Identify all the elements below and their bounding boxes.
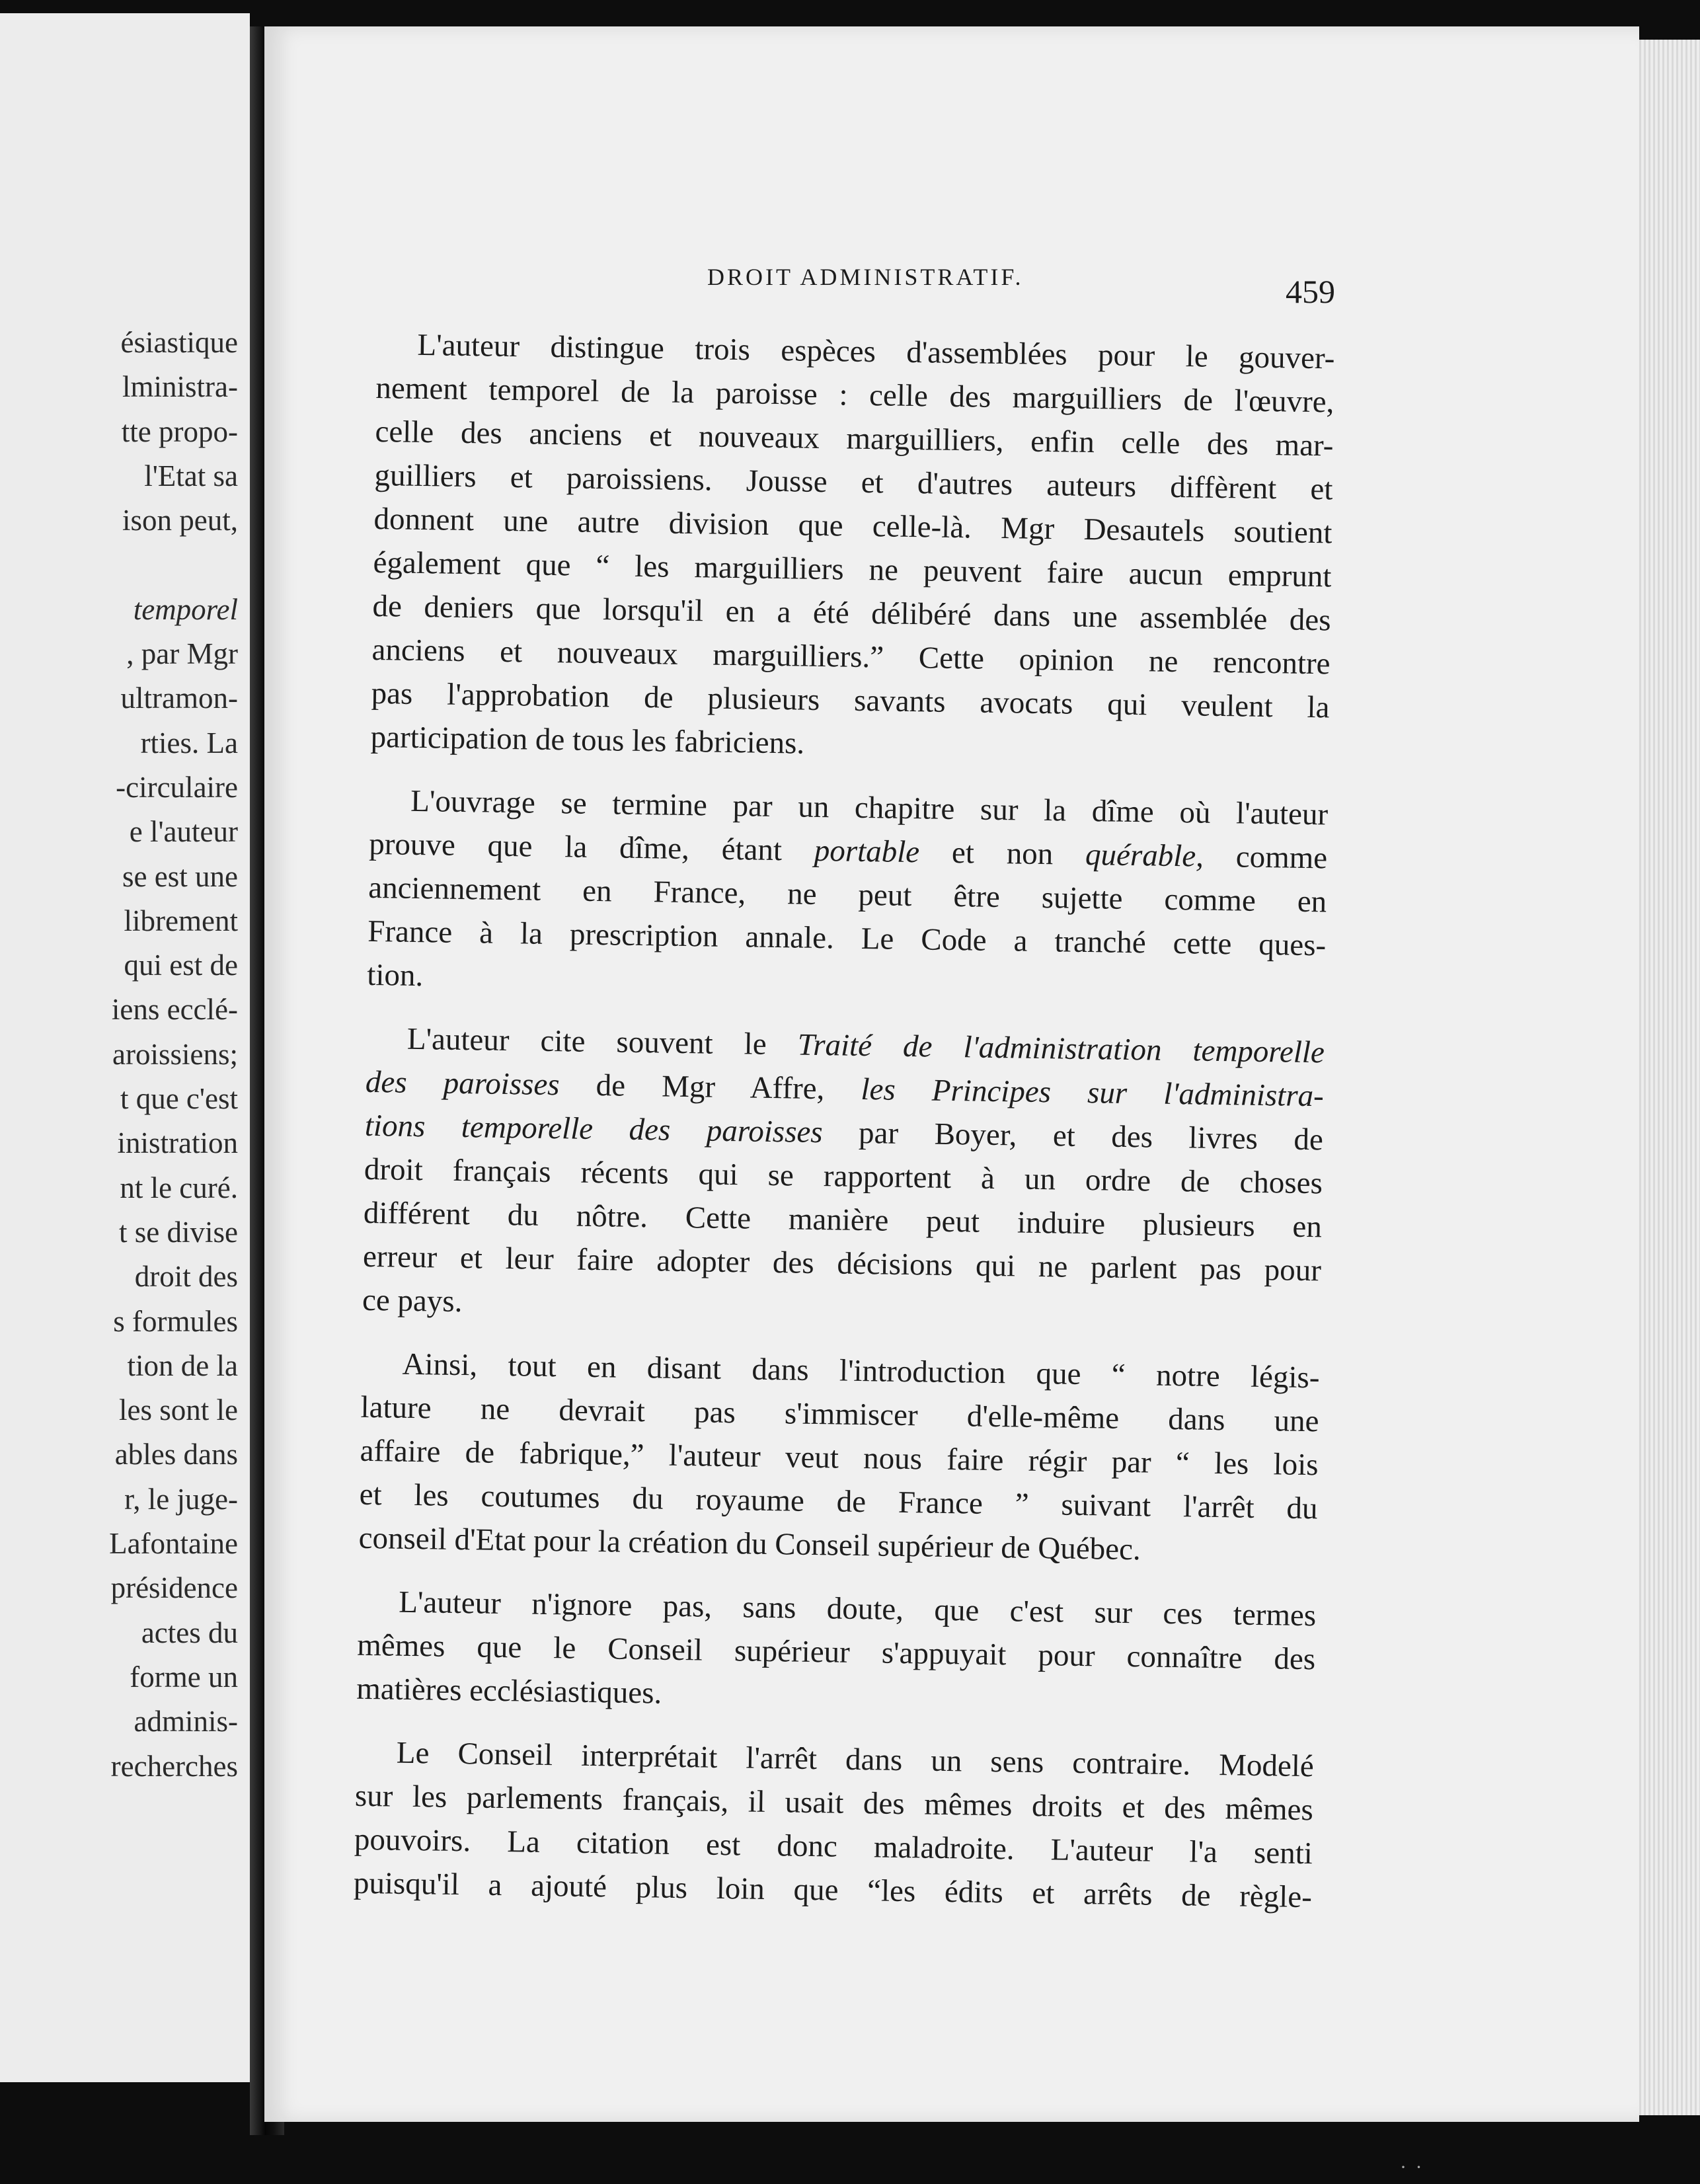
italic-title: des paroisses [365,1064,560,1103]
left-line: s formules [113,1304,238,1338]
left-line: r, le juge- [124,1482,238,1516]
left-line: nt le curé. [120,1171,238,1204]
text-line: lature ne devrait pas s'immiscer d'elle-même dans une [360,1389,1319,1439]
text-run: prouve que la dîme, étant [368,826,815,868]
left-line: droit des [134,1260,238,1294]
text-line: matières ecclésiastiques. [356,1671,662,1711]
text-line: tion. [366,957,424,994]
left-line: -circulaire [116,770,238,804]
left-line: t se divise [119,1215,238,1249]
left-line: ison peut, [122,504,238,537]
text-line: Le Conseil interprétait l'arrêt dans un sens contraire. Modelé [396,1735,1315,1784]
paragraph-1 [370,323,1335,773]
text-run: de Mgr Affre, [559,1068,861,1107]
text-line: affaire de fabrique,” l'auteur veut nous faire régir par “ les lois [360,1433,1319,1483]
left-line: librement [124,904,238,937]
text-line: et les coutumes du royaume de France ” suivant l'arrêt du [359,1477,1318,1526]
left-line: t que c'est [120,1082,238,1116]
left-line: forme un [130,1660,238,1694]
text-line: anciens et nouveaux marguilliers.” Cette opinion ne rencontre [371,632,1331,682]
running-head: DROIT ADMINISTRATIF. [707,264,1024,290]
paragraph-2 [367,779,1329,1011]
text-line: erreur et leur faire adopter des décisions qui ne parlent pas pour [362,1239,1322,1288]
text-run: par Boyer, et des livres de [822,1115,1324,1157]
text-line: L'ouvrage se termine par un chapitre sur la dîme où l'auteur [410,783,1329,832]
left-line: tion de la [127,1348,238,1382]
left-line: recherches [110,1749,238,1783]
text-run: et non [919,835,1086,872]
text-line: participation de tous les fabriciens. [370,719,805,761]
text-line: également que “ les marguilliers ne peuvent faire aucun emprunt [373,545,1332,594]
text-line: donnent une autre division que celle-là. Mgr Desautels soutient [373,501,1333,551]
left-line: iens ecclé- [111,993,238,1027]
left-line: ables dans [114,1438,238,1471]
left-line: adminis- [134,1705,238,1738]
text-line: L'auteur n'ignore pas, sans doute, que c'est sur ces termes [398,1584,1317,1633]
text-run: comme [1203,839,1328,876]
page-number: 459 [1286,273,1335,310]
left-line: aroissiens; [112,1037,238,1071]
text-line: sur les parlements français, il usait des mêmes droits et des mêmes [354,1778,1314,1828]
left-line: ultramon- [120,682,238,715]
text-line: France à la prescription annale. Le Code a tranché cette ques- [367,914,1327,963]
text-line: nement temporel de la paroisse : celle des marguilliers de l'œuvre, [375,370,1334,420]
paragraph-6 [353,1731,1314,1919]
italic-term: quérable, [1085,837,1204,874]
left-line: actes du [141,1616,238,1649]
text-line: de deniers que lorsqu'il en a été délibéré dans une assemblée des [372,588,1331,638]
scan-corner-mark: · · [1400,2156,1424,2178]
text-line: droit français récents qui se rapportent à un ordre de choses [364,1151,1323,1201]
left-line: qui est de [124,949,238,982]
text-line: guilliers et paroissiens. Jousse et d'autres auteurs diffèrent et [374,457,1333,507]
left-page-text [0,321,238,1789]
left-line: e l'auteur [129,815,238,849]
left-line: ésiastique [120,326,238,359]
left-line: présidence [110,1571,238,1605]
left-line: lministra- [122,370,238,404]
left-line: les sont le [119,1393,238,1427]
left-line: rties. La [140,726,238,760]
left-line: , par Mgr [126,637,238,671]
italic-term: portable [814,833,920,870]
text-line: L'auteur distingue trois espèces d'assemblées pour le gouver- [417,327,1335,376]
paragraph-5 [356,1580,1317,1725]
left-line: tte propo- [121,414,238,448]
text-line: différent du nôtre. Cette manière peut induire plusieurs en [363,1195,1323,1245]
paragraph-4 [358,1342,1320,1574]
text-line: puisqu'il a ajouté plus loin que “les édits et arrêts de règle- [353,1865,1313,1915]
text-line: pas l'approbation de plusieurs savants avocats qui veulent la [371,676,1330,725]
page-body [353,323,1335,1939]
page-edge-stack [1639,40,1700,2115]
text-line: celle des anciens et nouveaux marguilliers, enfin celle des mar- [375,414,1334,463]
text-line: anciennement en France, ne peut être sujette comme en [367,870,1327,919]
left-line: Lafontaine [109,1527,238,1561]
text-line: pouvoirs. La citation est donc maladroite. L'auteur l'a senti [354,1822,1313,1871]
left-line: inistration [117,1126,238,1160]
left-line: se est une [122,859,238,893]
italic-title: les Principes sur l'administra- [861,1072,1325,1114]
text-line: ce pays. [362,1282,463,1319]
text-line: Ainsi, tout en disant dans l'introduction que “ notre légis- [402,1346,1320,1395]
left-line: temporel [133,592,238,626]
text-line: conseil d'Etat pour la création du Conseil supérieur de Québec. [358,1520,1141,1567]
left-line: l'Etat sa [144,459,238,492]
italic-title: Traité de l'administration temporelle [797,1027,1325,1070]
left-page-fragment [0,13,250,2082]
text-run: L'auteur cite souvent le [406,1021,798,1062]
paragraph-3 [362,1017,1325,1336]
text-line: mêmes que le Conseil supérieur s'appuyait pour connaître des [356,1627,1316,1677]
italic-title: tions temporelle des paroisses [364,1108,824,1150]
